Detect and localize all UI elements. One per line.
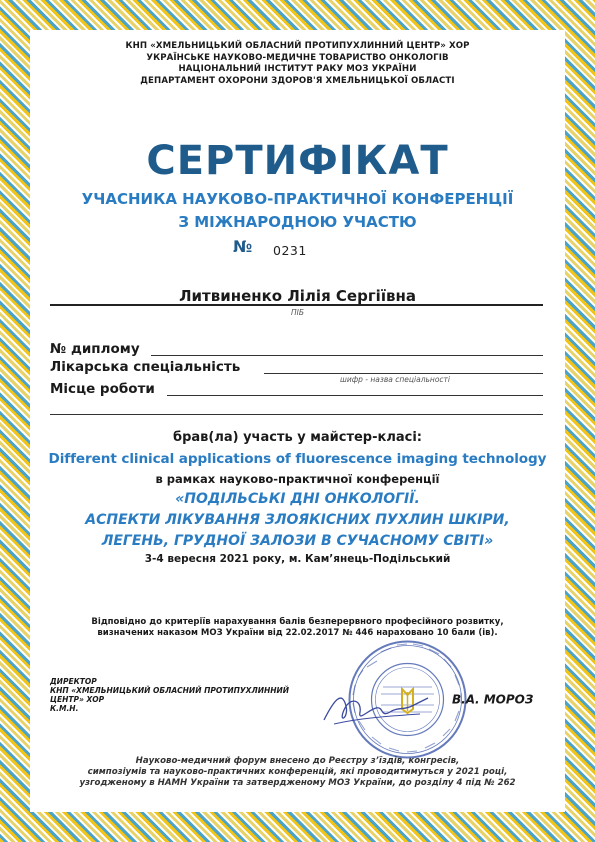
specialty-caption: шифр - назва спеціальності xyxy=(340,375,450,384)
director-org: КНП «ХМЕЛЬНИЦЬКИЙ ОБЛАСНИЙ ПРОТИПУХЛИННИЙ xyxy=(50,686,290,695)
org-line-2: УКРАЇНСЬКЕ НАУКОВО-МЕДИЧНЕ ТОВАРИСТВО ОНКОЛОГІВ xyxy=(146,52,449,63)
diploma-label: № диплому xyxy=(50,341,140,357)
certificate-number: 0231 xyxy=(273,243,307,258)
conference-line-3: ЛЕГЕНЬ, ГРУДНОЇ ЗАЛОЗИ В СУЧАСНОМУ СВІТІ» xyxy=(101,533,494,549)
criteria-line-1: Відповідно до критеріїв нарахування балів безперервного професійного розвитку, xyxy=(91,617,504,627)
conference-line-2: АСПЕКТИ ЛІКУВАННЯ ЗЛОЯКІСНИХ ПУХЛИН ШКІРИ, xyxy=(85,512,510,528)
specialty-line xyxy=(264,373,543,374)
cpd-criteria xyxy=(30,617,565,639)
certificate-subtitle xyxy=(30,188,565,234)
subtitle-line-2: З МІЖНАРОДНОЮ УЧАСТЮ xyxy=(178,213,417,231)
conference-line-1: «ПОДІЛЬСЬКІ ДНІ ОНКОЛОГІЇ. xyxy=(175,491,420,507)
signature-icon xyxy=(320,680,430,730)
organizations-header xyxy=(30,41,565,87)
director-block xyxy=(50,677,289,713)
participation-text: брав(ла) участь у майстер-класі: xyxy=(173,430,422,445)
name-caption: ПІБ xyxy=(291,308,304,317)
workplace-line xyxy=(167,395,543,396)
conference-name xyxy=(30,489,565,552)
certificate-title: СЕРТИФІКАТ xyxy=(146,138,449,184)
conference-intro: в рамках науково-практичної конференції xyxy=(155,472,440,486)
master-class-title: Different clinical applications of fluorescence imaging technology xyxy=(48,451,547,467)
org-line-1: КНП «ХМЕЛЬНИЦЬКИЙ ОБЛАСНИЙ ПРОТИПУХЛИННИЙ ЦЕНТР» ХОР xyxy=(125,41,470,51)
dates-place: 3-4 вересня 2021 року, м. Кам’янець-Подільський xyxy=(144,553,451,565)
org-line-4: ДЕПАРТАМЕНТ ОХОРОНИ ЗДОРОВ'Я ХМЕЛЬНИЦЬКОЇ ОБЛАСТІ xyxy=(140,75,455,86)
director-org-cont: ЦЕНТР» ХОР xyxy=(50,695,105,704)
participant-name: Литвиненко Лілія Сергіївна xyxy=(179,287,416,305)
separator-line xyxy=(50,414,543,415)
footer-line-1: Науково-медичний форум внесено до Реєстру з’їздів, конгресів, xyxy=(135,756,460,766)
director-title: ДИРЕКТОР xyxy=(50,677,97,686)
specialty-label: Лікарська спеціальність xyxy=(50,359,241,375)
director-degree: К.М.Н. xyxy=(50,704,79,713)
workplace-label: Місце роботи xyxy=(50,381,155,397)
org-line-3: НАЦІОНАЛЬНИЙ ІНСТИТУТ РАКУ МОЗ УКРАЇНИ xyxy=(178,64,417,74)
footer-line-3: узгодженому в НАМН України та затвердженому МОЗ України, до розділу 4 під № 262 xyxy=(79,778,516,788)
footer-line-2: симпозіумів та науково-практичних конференцій, які проводитимуться у 2021 році, xyxy=(87,767,508,777)
criteria-line-2: визначених наказом МОЗ України від 22.02.2017 № 446 нараховано 10 бали (ів). xyxy=(97,628,498,638)
number-sign: № xyxy=(233,237,253,256)
name-underline xyxy=(50,304,543,306)
svg-text:В.А. МОРОЗ: В.А. МОРОЗ xyxy=(452,692,534,707)
registry-footer xyxy=(30,756,565,789)
director-name xyxy=(452,691,544,707)
diploma-line xyxy=(151,355,543,356)
subtitle-line-1: УЧАСНИКА НАУКОВО-ПРАКТИЧНОЇ КОНФЕРЕНЦІЇ xyxy=(81,190,514,208)
